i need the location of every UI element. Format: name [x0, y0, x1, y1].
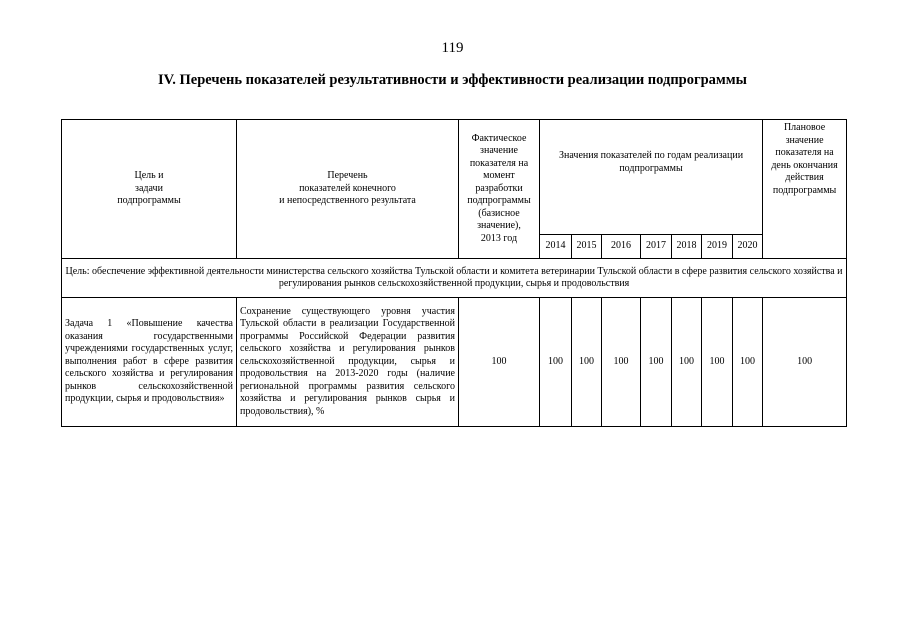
- goal-row: [62, 259, 847, 298]
- year-cell: 2020: [733, 235, 763, 259]
- header-planned-value: Плановое значение показателя на день окончания действия подпрограммы: [763, 120, 847, 259]
- indicators-table: [61, 119, 847, 427]
- year-cell: 2017: [641, 235, 672, 259]
- year-value-cell: 100: [602, 298, 641, 427]
- year-value-cell: 100: [572, 298, 602, 427]
- year-value-cell: 100: [702, 298, 733, 427]
- year-cell: 2019: [702, 235, 733, 259]
- year-cell: 2016: [602, 235, 641, 259]
- indicator-cell: Сохранение существующего уровня участия Тульской области в реализации Государственной программы Российской Федерации развития сельского хозяйства и регулирования рынков сельскохозяйственной продукции, сырья и продовольствия на 2013-2020 годы (наличие региональной программы развития сельского хозяйства и регулирования рынков сырья и продовольствия), %: [237, 298, 459, 427]
- year-value-cell: 100: [672, 298, 702, 427]
- page-number: 119: [441, 40, 464, 56]
- section-title: IV. Перечень показателей результативности и эффективности реализации подпрограммы: [158, 72, 747, 88]
- year-cell: 2014: [540, 235, 572, 259]
- year-value-cell: 100: [733, 298, 763, 427]
- header-values-by-year: Значения показателей по годам реализации подпрограммы: [540, 120, 763, 235]
- year-value-cell: 100: [641, 298, 672, 427]
- header-indicators: Перечень показателей конечного и непосредственного результата: [237, 120, 459, 259]
- year-value-cell: 100: [540, 298, 572, 427]
- task-cell: Задача 1 «Повышение качества оказания государственными учреждениями государственных услуг, выполнения работ в сфере развития сельского хозяйства и регулирования рынков сельскохозяйственной продукции, сырья и продовольствия»: [62, 298, 237, 427]
- header-row: [62, 120, 847, 235]
- planned-value-cell: 100: [763, 298, 847, 427]
- base-value-cell: 100: [459, 298, 540, 427]
- header-actual-value: Фактическое значение показателя на момент разработки подпрограммы (базисное значение), 2013 год: [459, 120, 540, 259]
- table-row: [62, 298, 847, 427]
- year-cell: 2015: [572, 235, 602, 259]
- goal-text: Цель: обеспечение эффективной деятельности министерства сельского хозяйства Тульской области и комитета ветеринарии Тульской области в сфере развития сельского хозяйства и регулирования рынков сельскохозяйственной продукции, сырья и продовольствия: [62, 259, 847, 298]
- header-goal-tasks: Цель и задачи подпрограммы: [62, 120, 237, 259]
- year-cell: 2018: [672, 235, 702, 259]
